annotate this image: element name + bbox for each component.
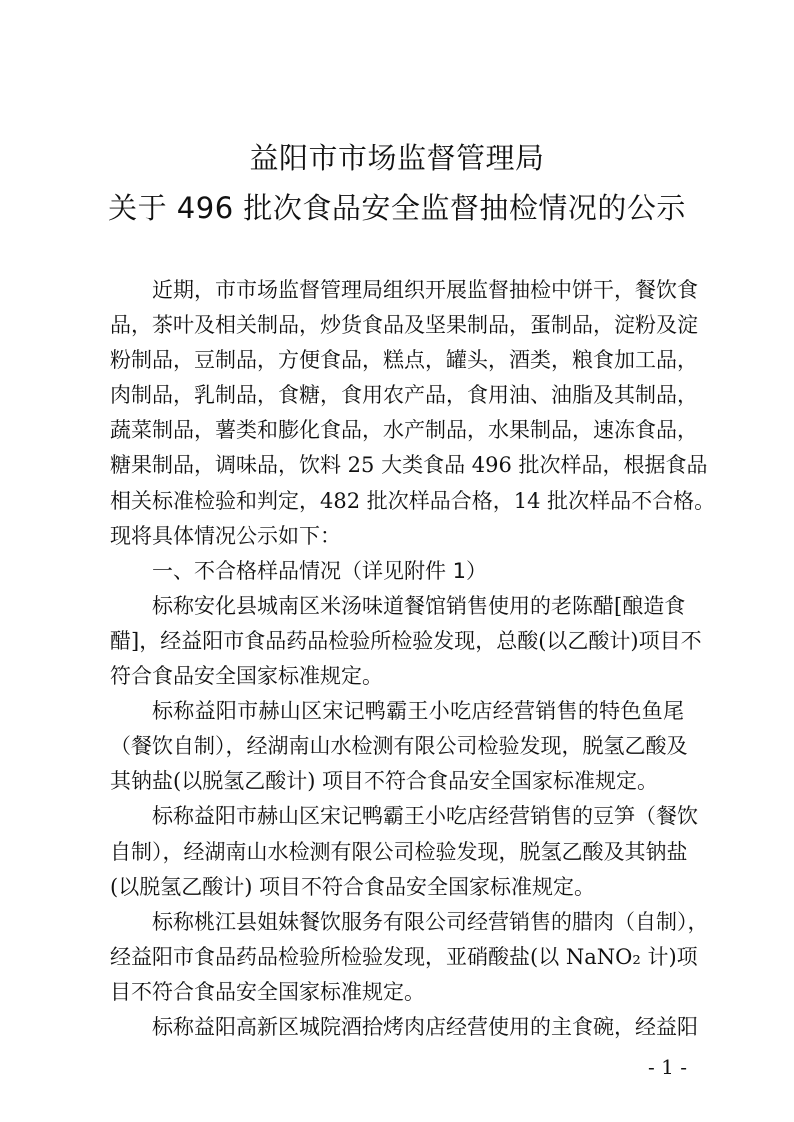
text-line: 经益阳市食品药品检验所检验发现，亚硝酸盐(以 NaNO₂ 计)项: [110, 944, 698, 969]
text-line: （餐饮自制），经湖南山水检测有限公司检验发现，脱氢乙酸及: [110, 734, 688, 759]
document-title-line-1: 益阳市市场监督管理局: [249, 141, 545, 175]
document-body: [110, 273, 716, 1045]
text-line: 相关标准检验和判定，482 批次样品合格，14 批次样品不合格。: [110, 488, 716, 513]
text-line: 现将具体情况公示如下：: [110, 523, 341, 548]
text-line: 其钠盐(以脱氢乙酸计) 项目不符合食品安全国家标准规定。: [110, 769, 659, 794]
text-line: 粉制品，豆制品，方便食品，糕点，罐头，酒类，粮食加工品，: [110, 348, 698, 373]
text-line: 蔬菜制品，薯类和膨化食品，水产制品，水果制品，速冻食品，: [110, 418, 698, 443]
text-line: 肉制品，乳制品，食糖，食用农产品，食用油、油脂及其制品，: [110, 383, 698, 408]
page-number: - 1 -: [648, 1055, 687, 1079]
section-heading: 一、不合格样品情况（详见附件 1）: [152, 558, 488, 583]
text-line: 品，茶叶及相关制品，炒货食品及坚果制品，蛋制品，淀粉及淀: [110, 313, 698, 338]
text-line: 近期，市市场监督管理局组织开展监督抽检中饼干，餐饮食: [152, 278, 698, 302]
text-line: 标称益阳高新区城院酒拾烤肉店经营使用的主食碗，经益阳: [152, 1014, 698, 1039]
text-line: 目不符合食品安全国家标准规定。: [110, 979, 425, 1004]
text-line: (以脱氢乙酸计) 项目不符合食品安全国家标准规定。: [110, 874, 596, 899]
text-line: 醋]，经益阳市食品药品检验所检验发现，总酸(以乙酸计)项目不: [110, 628, 702, 653]
text-line: 标称益阳市赫山区宋记鸭霸王小吃店经营销售的特色鱼尾: [152, 699, 684, 724]
text-line: 标称安化县城南区米汤味道餐馆销售使用的老陈醋[酿造食: [152, 593, 686, 618]
document-title-line-2: 关于 496 批次食品安全监督抽检情况的公示: [108, 191, 686, 225]
text-line: 标称桃江县姐妹餐饮服务有限公司经营销售的腊肉（自制），: [152, 909, 709, 934]
text-line: 糖果制品，调味品，饮料 25 大类食品 496 批次样品，根据食品: [110, 453, 708, 478]
text-line: 自制），经湖南山水检测有限公司检验发现，脱氢乙酸及其钠盐: [110, 839, 688, 864]
text-line: 标称益阳市赫山区宋记鸭霸王小吃店经营销售的豆笋（餐饮: [152, 804, 698, 829]
text-line: 符合食品安全国家标准规定。: [110, 664, 383, 689]
